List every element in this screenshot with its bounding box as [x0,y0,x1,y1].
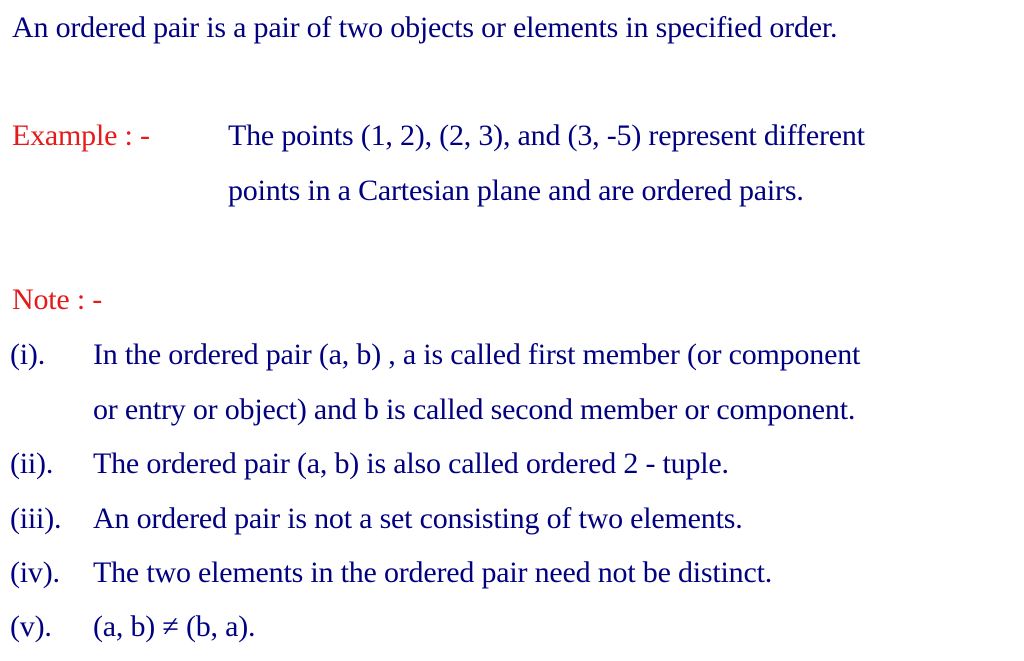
note-item-number-4: (iv). [10,556,60,589]
note-item-text-5: (a, b) ≠ (b, a). [93,610,256,643]
note-item-text-1-line-2: or entry or object) and b is called second member or component. [93,393,856,426]
note-item-number-1: (i). [10,338,46,371]
note-item-number-3: (iii). [10,502,62,535]
note-item-number-2: (ii). [10,447,54,480]
note-label: Note : - [12,283,103,316]
note-item-number-5: (v). [10,610,52,643]
note-item-text-1-line-1: In the ordered pair (a, b) , a is called first member (or component [93,338,861,371]
note-item-text-4: The two elements in the ordered pair need not be distinct. [93,556,773,589]
example-text-line-2: points in a Cartesian plane and are ordered pairs. [228,174,804,207]
definition-text: An ordered pair is a pair of two objects or elements in specified order. [12,11,838,44]
note-item-text-3: An ordered pair is not a set consisting of two elements. [93,502,743,535]
example-text-line-1: The points (1, 2), (2, 3), and (3, -5) represent different [228,119,865,152]
note-item-text-2: The ordered pair (a, b) is also called ordered 2 - tuple. [93,447,729,480]
example-label: Example : - [12,119,150,152]
